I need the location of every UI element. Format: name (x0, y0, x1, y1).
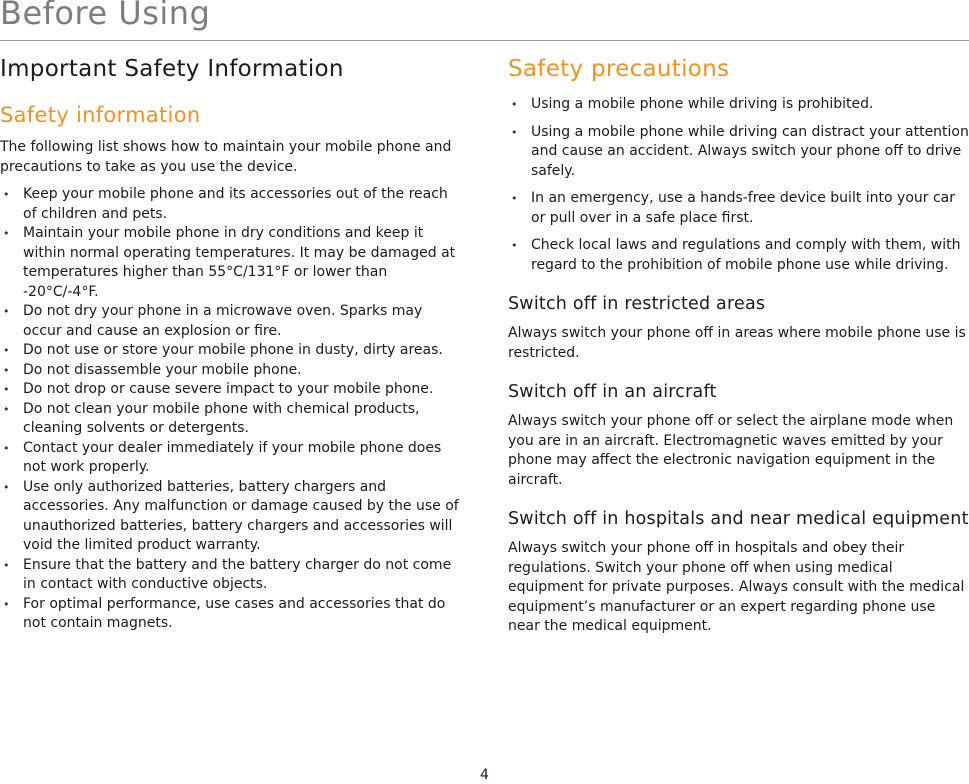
list-item: • Using a mobile phone while driving is prohibited. (508, 95, 969, 115)
page-header (0, 0, 969, 41)
list-item: • Do not clean your mobile phone with chemical products, cleaning solvents or detergents. (0, 400, 462, 439)
list-item: • Do not drop or cause severe impact to your mobile phone. (0, 380, 462, 400)
subtitle-safety-information: Safety information (0, 103, 201, 127)
list-item: • For optimal performance, use cases and accessories that do not contain magnets. (0, 595, 462, 634)
right-column (508, 48, 969, 637)
list-item: • Ensure that the battery and the battery charger do not come in contact with conductive objects. (0, 556, 462, 595)
body-aircraft: Always switch your phone off or select the airplane mode when you are in an aircraft. Electromagnetic waves emitted by your phone may affect the electronic navigation equipment in the aircraft. (508, 413, 954, 488)
left-column (0, 48, 462, 634)
list-item: • Do not disassemble your mobile phone. (0, 361, 462, 381)
list-item: • Do not dry your phone in a microwave oven. Sparks may occur and cause an explosion or fire. (0, 302, 462, 341)
page-number: 4 (480, 767, 489, 783)
precautions-list (508, 95, 969, 275)
list-item: • Check local laws and regulations and comply with them, with regard to the prohibition of mobile phone use while driving. (508, 236, 969, 275)
list-item: • In an emergency, use a hands-free device built into your car or pull over in a safe place first. (508, 189, 969, 228)
list-item: • Using a mobile phone while driving can distract your attention and cause an accident. Always switch your phone off to drive safely. (508, 123, 969, 182)
list-item: • Keep your mobile phone and its accessories out of the reach of children and pets. (0, 185, 462, 224)
subhead-restricted-areas: Switch off in restricted areas (508, 294, 766, 314)
list-item: • Contact your dealer immediately if your mobile phone does not work properly. (0, 439, 462, 478)
list-item: • Use only authorized batteries, battery chargers and accessories. Any malfunction or damage caused by the use of unauthorized batteries, battery chargers and accessories will void the limited product warranty. (0, 478, 462, 556)
section-title-safety-precautions: Safety precautions (508, 56, 730, 82)
intro-paragraph: The following list shows how to maintain your mobile phone and precautions to take as you use the device. (0, 139, 452, 175)
body-restricted-areas: Always switch your phone off in areas where mobile phone use is restricted. (508, 325, 966, 361)
section-title-important-safety: Important Safety Information (0, 56, 344, 82)
body-hospitals: Always switch your phone off in hospitals and obey their regulations. Switch your phone off when using medical equipment for private purposes. Always consult with the medical equipment’s manufacturer or an expert regarding phone use near the medical equipment. (508, 540, 965, 634)
list-item: • Maintain your mobile phone in dry conditions and keep it within normal operating temperatures. It may be damaged at temperatures higher than 55°C/131°F or lower than -20°C/-4°F. (0, 224, 462, 302)
page-title: Before Using (0, 0, 211, 32)
subhead-aircraft: Switch off in an aircraft (508, 382, 717, 402)
safety-info-list (0, 185, 462, 634)
list-item: • Do not use or store your mobile phone in dusty, dirty areas. (0, 341, 462, 361)
subhead-hospitals: Switch off in hospitals and near medical equipment (508, 509, 969, 529)
